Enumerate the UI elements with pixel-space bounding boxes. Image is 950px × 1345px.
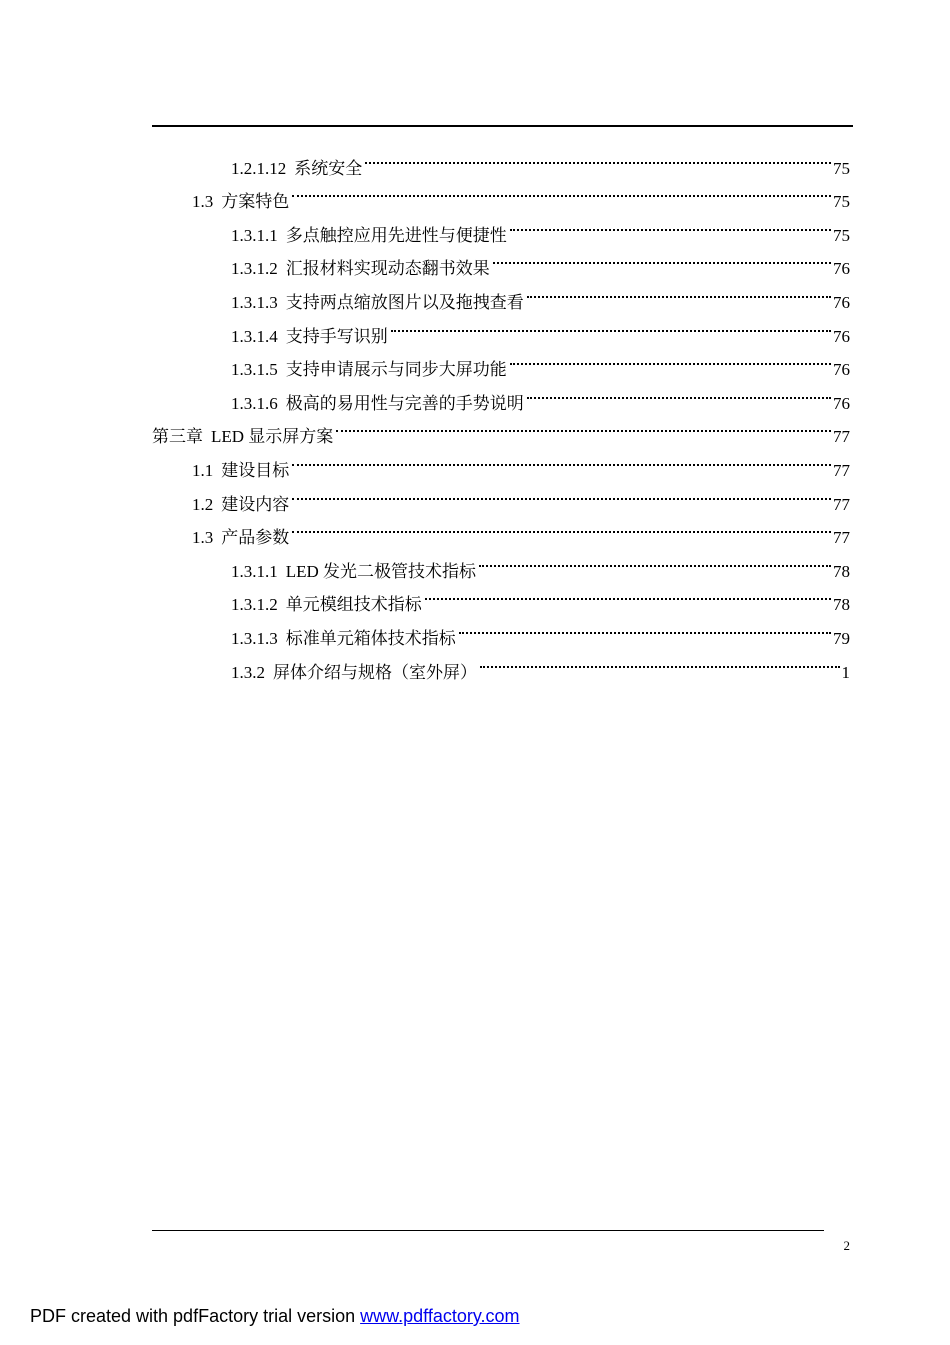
toc-entry-title: 支持申请展示与同步大屏功能 [285, 360, 507, 380]
pdf-trial-banner [30, 1306, 520, 1327]
toc-entry-number: 1.3.1.3 [231, 628, 278, 648]
toc-entry-page: 78 [833, 595, 850, 615]
toc-dot-leader [292, 442, 831, 476]
toc-entry-title: 系统安全 [294, 158, 363, 178]
toc-entry-number: 1.3.1.4 [231, 326, 278, 346]
toc-dot-leader [425, 577, 831, 611]
toc-entry-page: 78 [833, 561, 850, 581]
toc-entry-number: 1.3.2 [231, 662, 265, 682]
toc-entry-title: 屏体介绍与规格（室外屏） [273, 662, 477, 682]
toc-dot-leader [527, 274, 831, 308]
toc-entry-page: 75 [833, 158, 850, 178]
toc-entry-page: 79 [833, 628, 850, 648]
toc-entry-page: 76 [833, 326, 850, 346]
toc-entry-number: 1.3.1.6 [231, 393, 278, 413]
table-of-contents [152, 140, 850, 682]
toc-entry-title: 建设目标 [221, 460, 290, 480]
toc-dot-leader [292, 174, 831, 208]
toc-entry-title: LED 发光二极管技术指标 [285, 561, 477, 581]
toc-dot-leader [336, 409, 831, 443]
toc-dot-leader [459, 610, 831, 644]
toc-entry-page: 76 [833, 259, 850, 279]
toc-dot-leader [510, 342, 831, 376]
toc-entry-page: 77 [833, 528, 850, 548]
toc-entry[interactable] [152, 140, 850, 178]
toc-entry-number: 第三章 [152, 427, 203, 447]
toc-entry-title: 多点触控应用先进性与便捷性 [285, 225, 507, 245]
toc-entry-number: 1.1 [192, 460, 214, 480]
toc-entry-number: 1.3.1.2 [231, 595, 278, 615]
toc-entry-page: 77 [833, 427, 850, 447]
toc-entry-number: 1.3.1.3 [231, 292, 278, 312]
toc-entry-title: 建设内容 [221, 494, 290, 514]
toc-entry-number: 1.3.1.5 [231, 360, 278, 380]
toc-entry-number: 1.3 [192, 192, 214, 212]
toc-entry-title: 极高的易用性与完善的手势说明 [285, 393, 524, 413]
toc-dot-leader [510, 207, 831, 241]
toc-entry-title: LED 显示屏方案 [211, 427, 334, 447]
toc-entry-title: 产品参数 [221, 528, 290, 548]
toc-entry-page: 77 [833, 494, 850, 514]
toc-entry-page: 75 [833, 192, 850, 212]
toc-dot-leader [479, 543, 831, 577]
toc-dot-leader [292, 510, 831, 544]
toc-entry-number: 1.3.1.1 [231, 225, 278, 245]
toc-entry-number: 1.3.1.1 [231, 561, 278, 581]
header-rule [152, 125, 853, 127]
toc-dot-leader [391, 308, 831, 342]
toc-dot-leader [480, 644, 840, 678]
footer-rule [152, 1230, 824, 1231]
toc-entry-title: 支持两点缩放图片以及拖拽查看 [285, 292, 524, 312]
pdffactory-link[interactable]: www.pdffactory.com [360, 1306, 520, 1326]
toc-entry-number: 1.2.1.12 [231, 158, 287, 178]
toc-entry-page: 75 [833, 225, 850, 245]
toc-entry-number: 1.2 [192, 494, 214, 514]
toc-entry-title: 汇报材料实现动态翻书效果 [285, 259, 490, 279]
toc-entry-number: 1.3 [192, 528, 214, 548]
toc-entry-page: 76 [833, 292, 850, 312]
toc-dot-leader [365, 140, 831, 174]
toc-entry-page: 76 [833, 360, 850, 380]
toc-entry-title: 方案特色 [221, 192, 290, 212]
page-number: 2 [843, 1238, 850, 1253]
toc-dot-leader [493, 241, 831, 275]
toc-dot-leader [527, 375, 831, 409]
toc-entry-page: 77 [833, 460, 850, 480]
toc-entry-page: 1 [841, 662, 850, 682]
toc-entry-number: 1.3.1.2 [231, 259, 278, 279]
toc-entry-page: 76 [833, 393, 850, 413]
banner-text: PDF created with pdfFactory trial version [30, 1306, 361, 1326]
toc-entry-title: 标准单元箱体技术指标 [285, 628, 456, 648]
toc-entry-title: 单元模组技术指标 [285, 595, 422, 615]
toc-dot-leader [292, 476, 831, 510]
toc-entry-title: 支持手写识别 [285, 326, 388, 346]
